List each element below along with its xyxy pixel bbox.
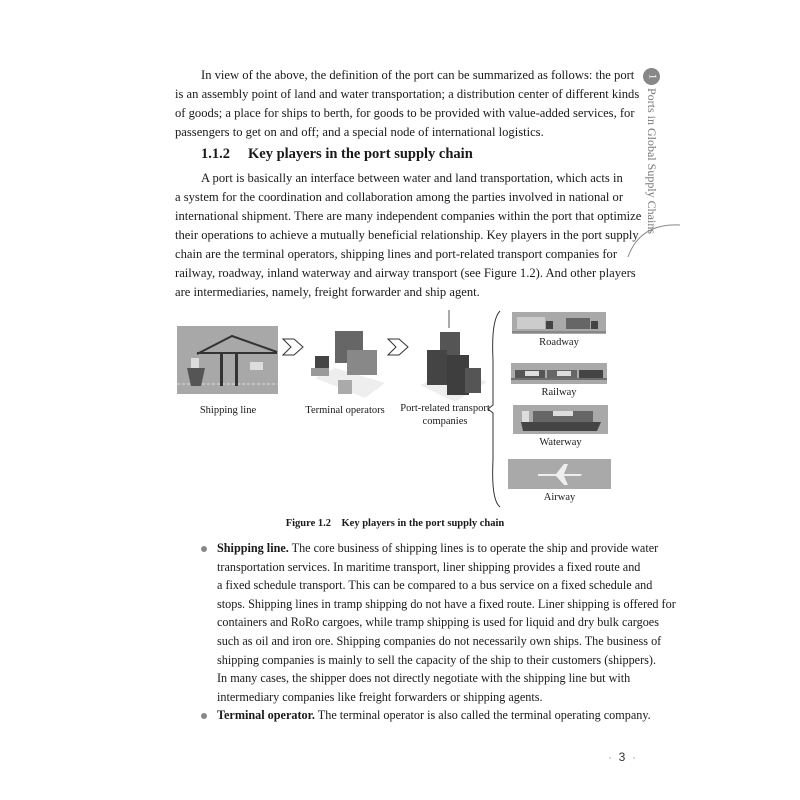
page-number: · 3 · bbox=[608, 750, 637, 764]
text-line: A port is basically an interface between water and land transportation, which acts in bbox=[201, 171, 623, 185]
waterway-image bbox=[513, 405, 608, 434]
bullet-item-shipping-line bbox=[217, 539, 676, 706]
bullet-item-terminal-operator bbox=[217, 706, 651, 725]
text-line: a fixed schedule transport. This can be compared to a bus service on a fixed schedule and bbox=[217, 578, 653, 593]
page-number-value: 3 bbox=[618, 750, 626, 764]
text-line bbox=[217, 539, 659, 558]
bullet-list bbox=[217, 539, 676, 725]
label-line: companies bbox=[422, 416, 468, 427]
intro-paragraph bbox=[175, 66, 640, 142]
railway-image bbox=[511, 363, 607, 384]
section-paragraph bbox=[175, 169, 642, 302]
airway-image bbox=[508, 459, 611, 489]
text-line: international shipment. There are many independent companies within the port that optimize bbox=[175, 209, 642, 223]
roadway-image bbox=[512, 312, 606, 334]
text-line: their operations to achieve a mutually beneficial relationship. Key players in the port supply bbox=[175, 228, 639, 242]
railway-label: Railway bbox=[541, 387, 577, 398]
chapter-title-text: Ports in Global Supply Chains bbox=[645, 88, 659, 235]
bullet-lead: Terminal operator. bbox=[217, 708, 315, 723]
shipping-line-illustration bbox=[177, 326, 278, 394]
waterway-label: Waterway bbox=[539, 437, 582, 448]
text-line: intermediary companies like freight forwarders or shipping agents. bbox=[217, 689, 543, 704]
bullet-dot bbox=[201, 713, 207, 719]
text-line: transportation services. In maritime transport, liner shipping provides a fixed route and bbox=[217, 559, 641, 574]
text-span: The terminal operator is also called the terminal operating company. bbox=[314, 708, 651, 723]
port-related-illustration bbox=[415, 310, 487, 402]
bullet-dot bbox=[201, 546, 207, 552]
airplane-icon bbox=[508, 459, 611, 489]
text-line: shipping companies is mainly to sell the capacity of the ship to their customers (shippers). bbox=[217, 652, 656, 667]
port-related-label bbox=[390, 402, 500, 428]
bullet-lead: Shipping line. bbox=[217, 541, 289, 555]
text-line: of goods; a place for ships to berth, for goods to be provided with value-added services, for bbox=[175, 106, 635, 120]
section-heading bbox=[201, 146, 473, 163]
section-title: Key players in the port supply chain bbox=[248, 146, 473, 162]
text-line: are intermediaries, namely, freight forwarder and ship agent. bbox=[175, 285, 480, 299]
chapter-number: 1 bbox=[646, 73, 658, 80]
text-line: stops. Shipping lines in tramp shipping do not have a fixed route. Liner shipping is offered for bbox=[217, 596, 676, 611]
chevron-right-icon bbox=[282, 338, 304, 356]
roadway-label: Roadway bbox=[539, 337, 579, 348]
text-line: In view of the above, the definition of the port can be summarized as follows: the port bbox=[201, 68, 635, 82]
figure-caption: Figure 1.2 Key players in the port supply chain bbox=[285, 518, 505, 529]
chapter-number-badge bbox=[643, 68, 660, 85]
chapter-side-title bbox=[644, 88, 660, 235]
text-line: passengers to get on and off; and a special node of international logistics. bbox=[175, 125, 544, 139]
airway-label: Airway bbox=[543, 492, 576, 503]
text-line: is an assembly point of land and water transportation; a distribution center of different kinds bbox=[175, 87, 640, 101]
terminal-operators-label: Terminal operators bbox=[305, 405, 385, 416]
text-line bbox=[217, 706, 651, 725]
text-line: containers and RoRo cargoes, while tramp shipping is used for liquid and dry bulk cargoes bbox=[217, 615, 659, 630]
label-line: Port-related transport bbox=[400, 403, 490, 414]
text-line: railway, roadway, inland waterway and airway transport (see Figure 1.2). And other players bbox=[175, 266, 636, 280]
terminal-operators-illustration bbox=[305, 328, 387, 400]
text-line: a system for the coordination and collaboration among the parties involved in national or bbox=[175, 190, 624, 204]
text-line: such as oil and iron ore. Shipping companies do not necessarily own ships. The business of bbox=[217, 633, 662, 648]
brace bbox=[487, 310, 503, 508]
shipping-line-label: Shipping line bbox=[199, 405, 257, 416]
text-span: The core business of shipping lines is to operate the ship and provide water bbox=[288, 541, 659, 555]
chevron-right-icon bbox=[387, 338, 409, 356]
text-line: In many cases, the shipper does not directly negotiate with the shipping line but with bbox=[217, 671, 631, 686]
text-line: chain are the terminal operators, shipping lines and port-related transport companies for bbox=[175, 247, 618, 261]
section-number: 1.1.2 bbox=[201, 146, 230, 162]
